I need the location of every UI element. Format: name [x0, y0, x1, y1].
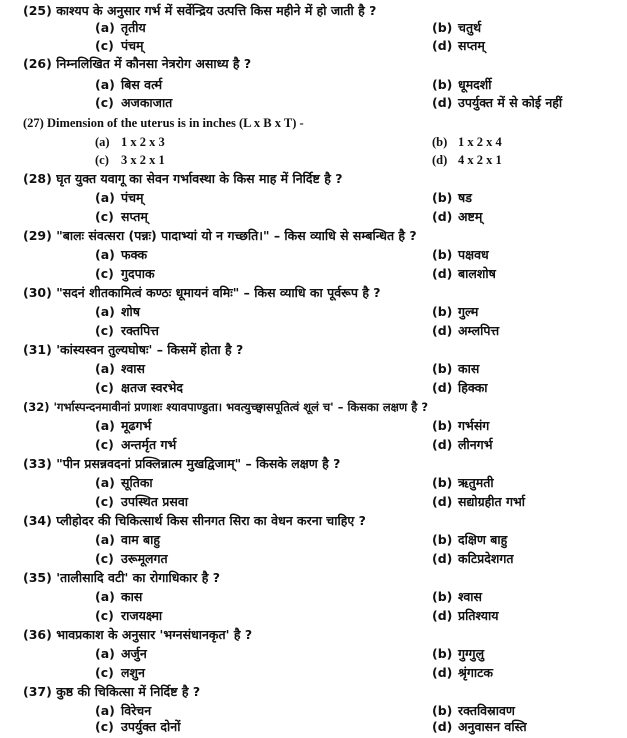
option-c: (c) क्षतज स्वरभेद [95, 380, 184, 395]
question-text: (36) भावप्रकाश के अनुसार 'भग्नसंधानकृत' है ? [23, 627, 253, 642]
option-d: (d) सद्योग्रहीत गर्भा [432, 494, 526, 509]
question-text: (29) "बालः संवत्सरा (पन्नः) पादाभ्यां यो न गच्छति।" – किस व्याधि से सम्बन्धित है ? [23, 228, 417, 243]
question-text: (25) काश्यप के अनुसार गर्भ में सर्वेन्द्रिय उत्पत्ति किस महीने में हो जाती है ? [23, 3, 377, 18]
question-text: (27) Dimension of the uterus is in inches (L x B x T) - [23, 116, 304, 130]
option-c: (c) अजकाजात [95, 95, 173, 110]
option-b: (b) 1 x 2 x 4 [432, 135, 502, 149]
question-text: (35) 'तालीसादि वटी' का रोगाधिकार है ? [23, 570, 220, 585]
option-c: (c) रक्तपित्त [95, 323, 159, 338]
option-a: (a) फक्क [95, 247, 148, 262]
option-a: (a) 1 x 2 x 3 [95, 135, 165, 149]
option-d: (d) अष्टम् [432, 209, 483, 224]
option-a: (a) पंचम् [95, 190, 144, 205]
question-text: (26) निम्नलिखित में कौनसा नेत्ररोग असाध्य है ? [23, 56, 252, 71]
option-a: (a) विरेचन [95, 703, 152, 718]
option-c: (c) गुदपाक [95, 266, 155, 281]
option-d: (d) बालशोष [432, 266, 496, 281]
question-26 [0, 53, 627, 75]
option-b: (b) दक्षिण बाहु [432, 532, 508, 547]
option-b: (b) गुल्म [432, 304, 479, 319]
option-b: (b) श्वास [432, 589, 482, 604]
question-text: (28) घृत युक्त यवागू का सेवन गर्भावस्था के किस माह में निर्दिष्ट है ? [23, 171, 343, 186]
option-c: (c) राजयक्ष्मा [95, 608, 163, 623]
option-d: (d) अनुवासन वस्ति [432, 719, 527, 734]
option-a: (a) बिस वर्त्म [95, 77, 163, 92]
question-text: (30) "सदनं शीतकामित्वं कण्ठः धूमायनं वमिः" – किस व्याधि का पूर्वरूप है ? [23, 285, 381, 300]
option-a: (a) तृतीय [95, 20, 146, 35]
option-c: (c) पंचम् [95, 38, 144, 53]
option-a: (a) शोष [95, 304, 140, 319]
question-text: (32) 'गर्भास्पन्दनमावीनां प्रणाशः श्यावपाण्डुता। भवत्युच्छ्वासपूतित्वं शूलं च' – किसका लक्षण है ? [23, 400, 428, 414]
question-text: (37) कुष्ठ की चिकित्सा में निर्दिष्ट है ? [23, 684, 201, 699]
option-a: (a) वाम बाहु [95, 532, 161, 547]
option-d: (d) सप्तम् [432, 38, 485, 53]
option-b: (b) रक्तविस्रावण [432, 703, 515, 718]
option-c: (c) उरूमूलगत [95, 551, 168, 566]
option-b: (b) ऋतुमती [432, 475, 494, 490]
option-b: (b) षड [432, 190, 472, 205]
option-d: (d) अम्लपित्त [432, 323, 500, 338]
option-c: (c) उपर्युक्त दोनों [95, 719, 181, 734]
option-b: (b) पक्षवध [432, 247, 489, 262]
option-d: (d) हिक्का [432, 380, 488, 395]
option-b: (b) चतुर्थ [432, 20, 482, 35]
option-b: (b) कास [432, 361, 480, 376]
option-d: (d) लीनगर्भ [432, 437, 493, 452]
options-row [0, 92, 627, 114]
option-d: (d) 4 x 2 x 1 [432, 153, 502, 167]
option-b: (b) गर्भसंग [432, 418, 490, 433]
option-c: (c) लशुन [95, 665, 145, 680]
option-d: (d) श्रृंगाटक [432, 665, 494, 680]
option-c: (c) सप्तम् [95, 209, 148, 224]
question-text: (34) प्लीहोदर की चिकित्सार्थ किस सीनगत सिरा का वेधन करना चाहिए ? [23, 513, 366, 528]
option-a: (a) कास [95, 589, 143, 604]
option-a: (a) श्वास [95, 361, 145, 376]
option-c: (c) अन्तर्मृत गर्भ [95, 437, 177, 452]
option-b: (b) गुग्गुलु [432, 646, 485, 661]
option-d: (d) प्रतिश्याय [432, 608, 499, 623]
option-a: (a) अर्जुन [95, 646, 147, 661]
option-c: (c) उपस्थित प्रसवा [95, 494, 189, 509]
option-b: (b) धूमदर्शी [432, 77, 492, 92]
option-a: (a) मूढगर्भ [95, 418, 152, 433]
option-c: (c) 3 x 2 x 1 [95, 153, 165, 167]
question-text: (31) 'कांस्यस्वन तुल्यघोषः' – किसमें होता है ? [23, 342, 244, 357]
question-text: (33) "पीन प्रसन्नवदनां प्रक्लिन्नात्म मुखद्विजाम्" – किसके लक्षण है ? [23, 456, 341, 471]
options-row [0, 716, 627, 738]
option-d: (d) उपर्युक्त में से कोई नहीं [432, 95, 563, 110]
option-a: (a) सूतिका [95, 475, 153, 490]
option-d: (d) कटिप्रदेशगत [432, 551, 514, 566]
